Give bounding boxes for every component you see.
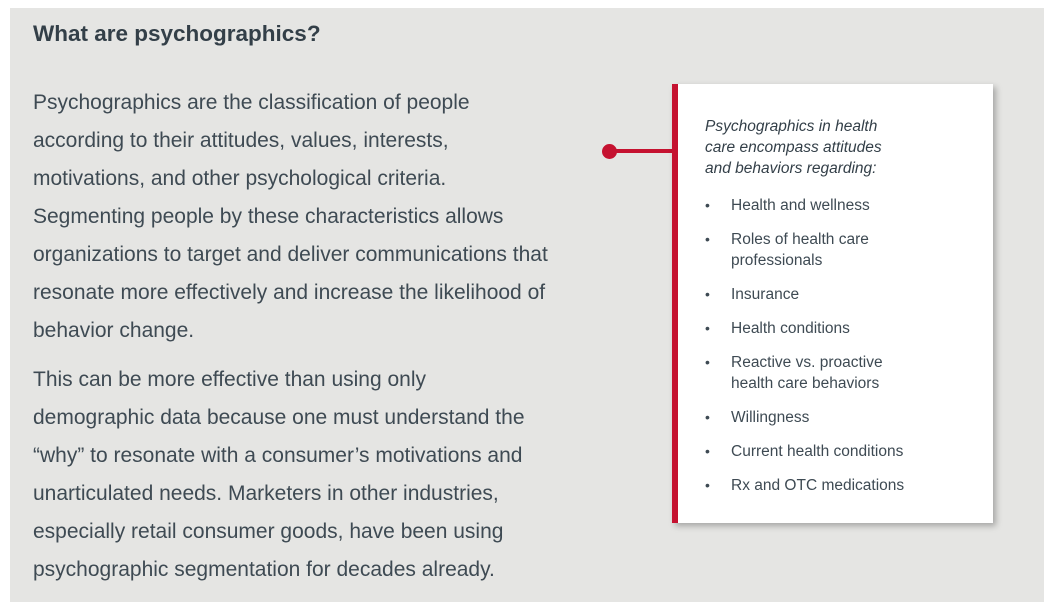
bullet-label: Insurance <box>731 286 800 303</box>
body-line: especially retail consumer goods, have been using <box>33 520 504 543</box>
callout-intro-line: care encompass attitudes <box>705 139 882 156</box>
bullet-label: Roles of health care professionals <box>731 231 869 269</box>
bullet-label: Rx and OTC medications <box>731 477 905 494</box>
body-line: resonate more effectively and increase the likelihood of <box>33 281 546 304</box>
list-item <box>705 407 975 428</box>
bullet-icon: • <box>705 286 710 302</box>
body-line: unarticulated needs. Marketers in other industries, <box>33 482 499 505</box>
callout-connector-dot-icon <box>602 144 617 159</box>
paragraph-psychographics-definition <box>33 84 678 350</box>
list-item <box>705 441 975 462</box>
callout-intro-line: and behaviors regarding: <box>705 160 877 177</box>
body-line: demographic data because one must understand the <box>33 406 525 429</box>
body-line: “why” to resonate with a consumer’s motivations and <box>33 444 523 467</box>
paragraph-demographics-comparison <box>33 361 678 589</box>
page-title: What are psychographics? <box>33 21 321 46</box>
callout-connector-line <box>610 149 673 153</box>
bullet-label: Health and wellness <box>731 197 870 214</box>
bullet-icon: • <box>705 354 710 370</box>
body-line: psychographic segmentation for decades already. <box>33 558 495 581</box>
list-item <box>705 229 975 271</box>
body-line: Psychographics are the classification of people <box>33 91 470 114</box>
list-item <box>705 475 975 496</box>
list-item <box>705 318 975 339</box>
callout-intro <box>705 116 975 179</box>
bullet-icon: • <box>705 320 710 336</box>
body-line: organizations to target and deliver communications that <box>33 243 548 266</box>
bullet-label: Willingness <box>731 409 810 426</box>
body-line: Segmenting people by these characteristics allows <box>33 205 504 228</box>
bullet-label: Health conditions <box>731 320 850 337</box>
callout-box <box>672 84 993 523</box>
list-item <box>705 352 975 394</box>
body-line: This can be more effective than using only <box>33 368 427 391</box>
bullet-icon: • <box>705 409 710 425</box>
body-line: behavior change. <box>33 319 195 342</box>
bullet-label: Reactive vs. proactive health care behaviors <box>731 354 883 392</box>
callout-intro-line: Psychographics in health <box>705 118 878 135</box>
list-item <box>705 284 975 305</box>
body-line: according to their attitudes, values, interests, <box>33 129 449 152</box>
bullet-icon: • <box>705 443 710 459</box>
bullet-icon: • <box>705 477 710 493</box>
body-line: motivations, and other psychological criteria. <box>33 167 447 190</box>
callout-bullet-list <box>705 195 975 496</box>
bullet-icon: • <box>705 197 710 213</box>
list-item <box>705 195 975 216</box>
bullet-icon: • <box>705 231 710 247</box>
bullet-label: Current health conditions <box>731 443 904 460</box>
